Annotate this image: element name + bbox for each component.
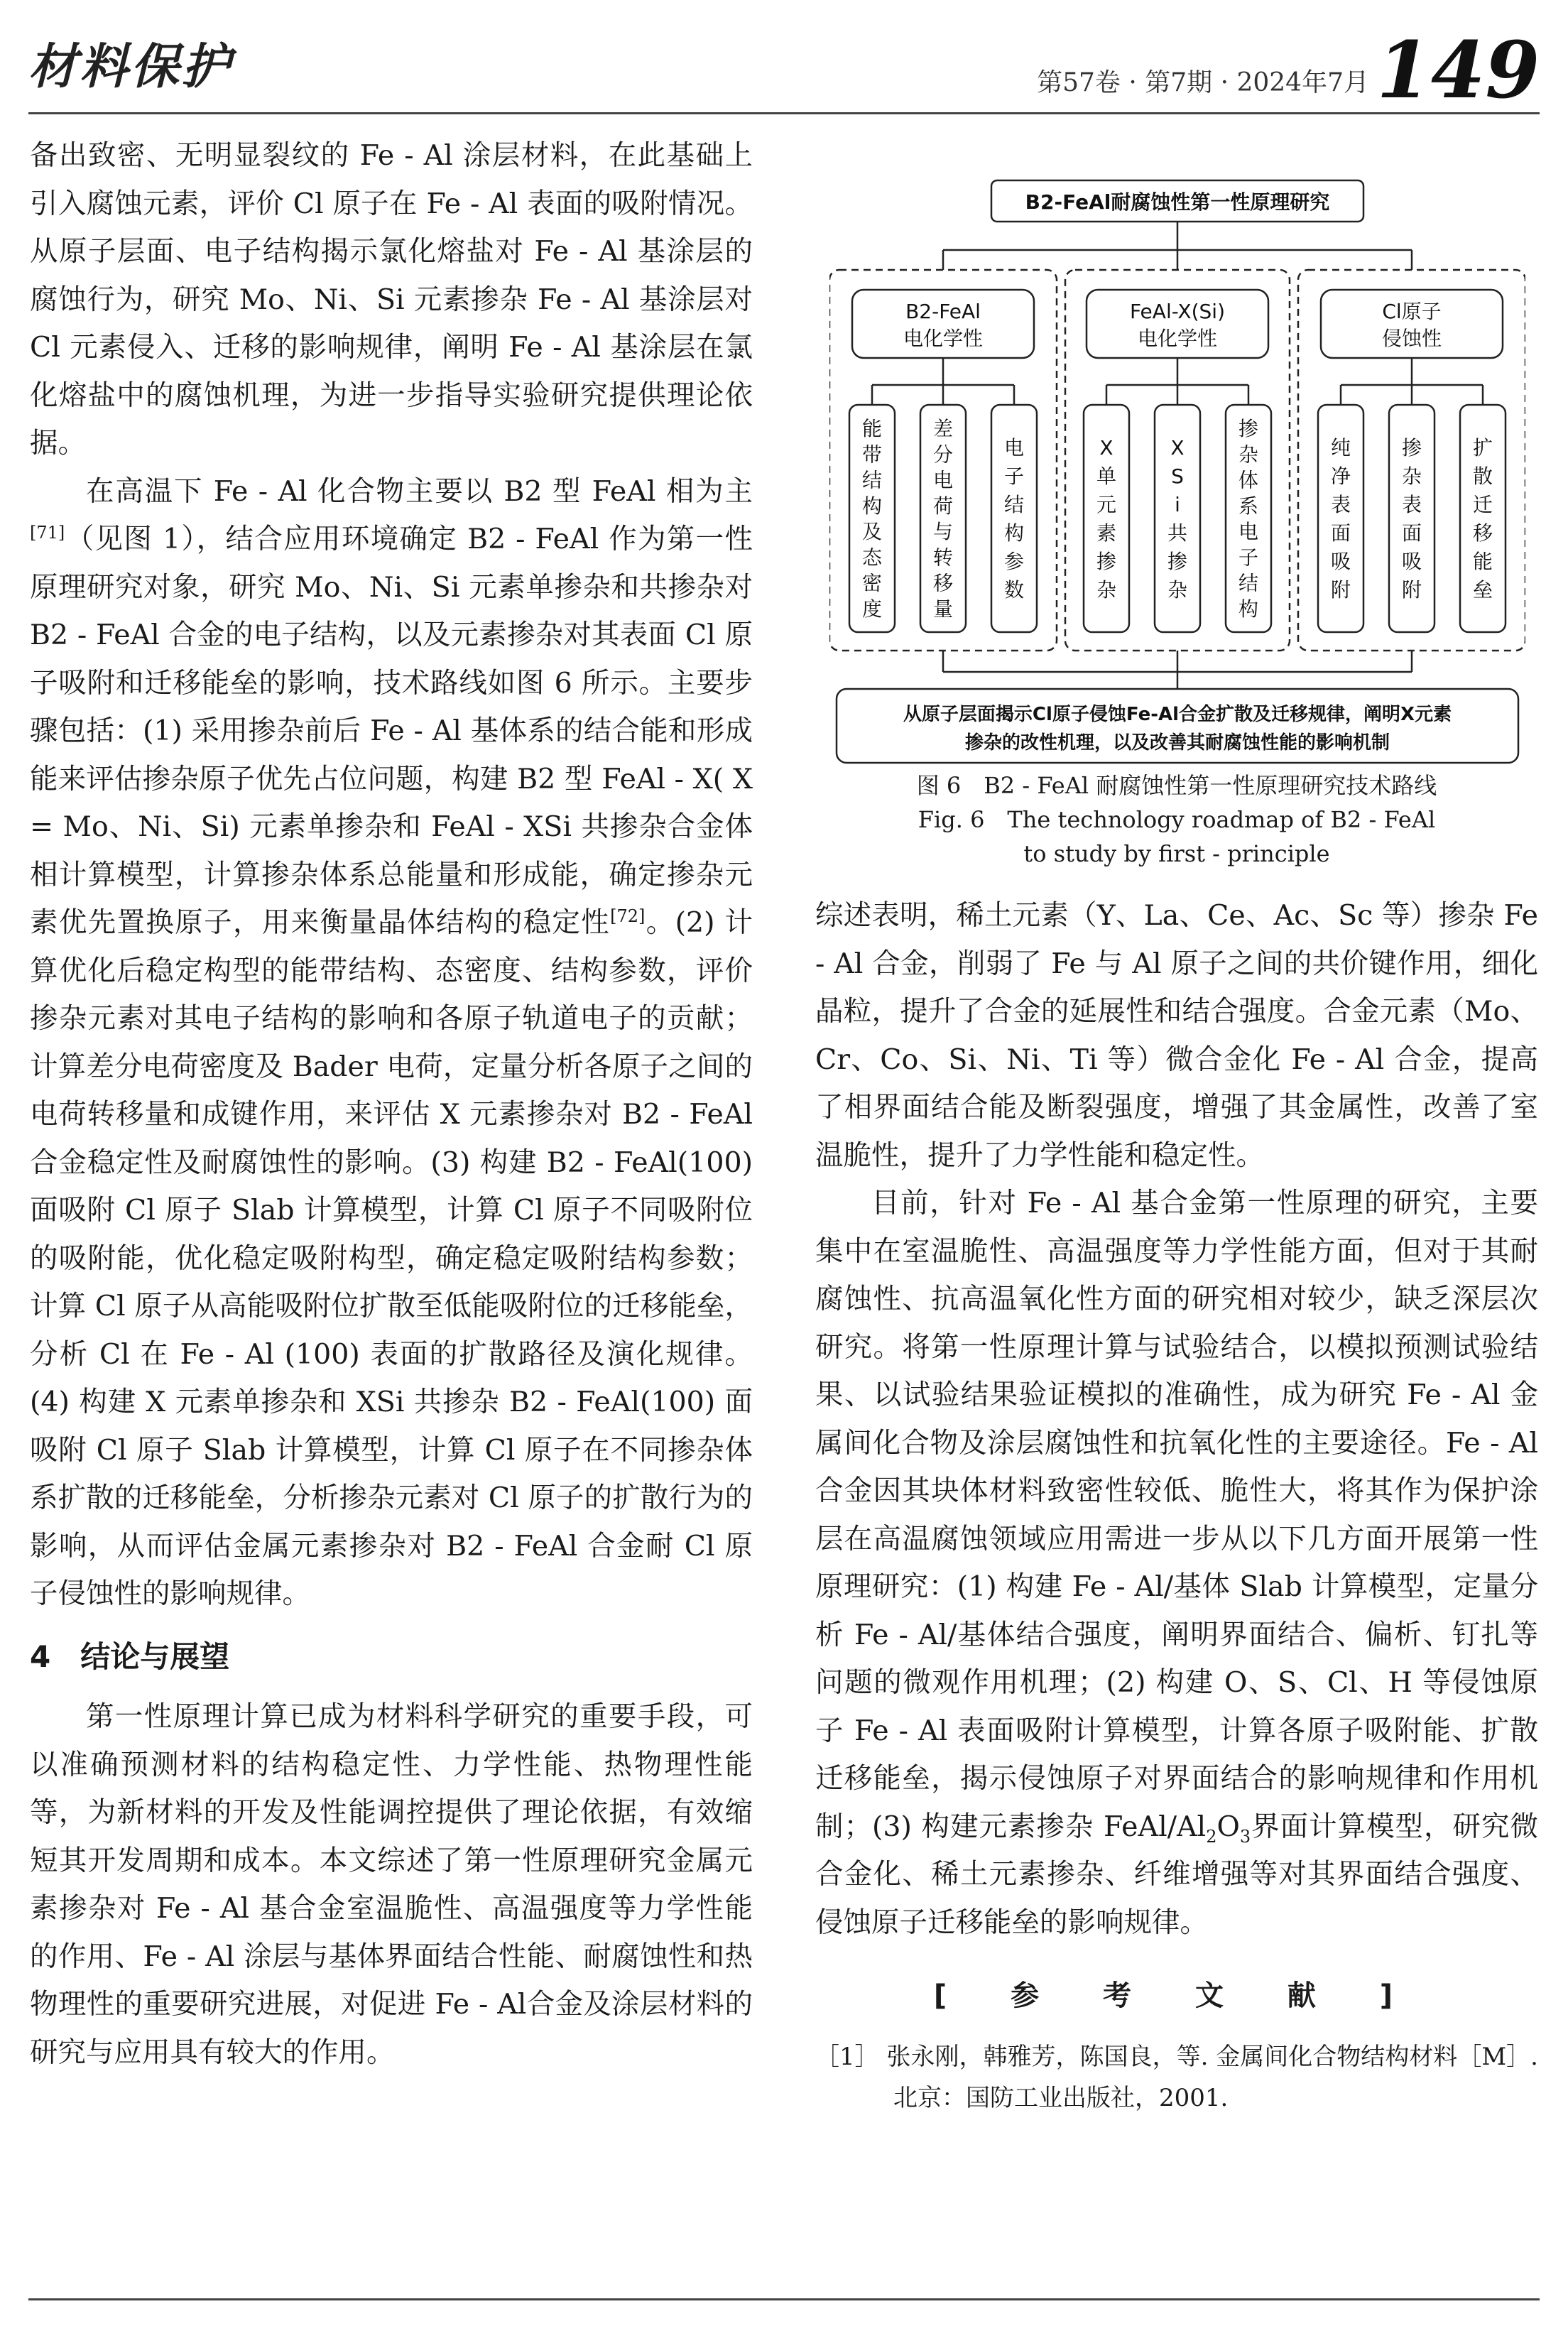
paragraph: 备出致密、无明显裂纹的 Fe - Al 涂层材料，在此基础上引入腐蚀元素，评价 Cl 原子在 Fe - Al 表面的吸附情况。从原子层面、电子结构揭示氯化熔盐对 Fe - Al 基涂层的腐蚀行为，研究 Mo、Ni、Si 元素掺杂 Fe - Al 基涂层对 Cl 元素侵入、迁移的影响规律，阐明 Fe - Al 基涂层在氯化熔盐中的腐蚀机理，为进一步指导实验研究提供理论依据。	[30, 139, 753, 460]
citation: [72]	[610, 906, 646, 926]
group-title-line: FeAl-X(Si)	[1129, 300, 1226, 323]
item-label-char: 体	[1238, 468, 1259, 492]
group-title-line: B2-FeAl	[905, 300, 981, 323]
item-label-char: 净	[1330, 464, 1351, 488]
item-label-char: 及	[861, 520, 883, 544]
item-label-char: 数	[1003, 578, 1025, 602]
item-label-char: 电	[1238, 520, 1259, 544]
reference-text: 张永刚，韩雅芳，陈国良，等. 金属间化合物结构材料［M］. 北京：国防工业出版社，2001.	[886, 2042, 1538, 2112]
reference-item	[815, 2036, 1538, 2119]
right-column	[815, 892, 1538, 2119]
item-label-char: 转	[932, 545, 954, 570]
item-label-char: 附	[1330, 578, 1351, 602]
item-label-char: 吸	[1330, 550, 1351, 573]
item-label-char: 分	[932, 442, 954, 467]
item-label-char: 系	[1238, 494, 1259, 518]
item-label-char: 面	[1330, 521, 1351, 545]
figure-caption	[815, 768, 1538, 871]
section-heading: 4 结论与展望	[30, 1639, 230, 1674]
reference-number: ［1］	[815, 2042, 879, 2071]
item-label-char: 构	[1003, 521, 1025, 545]
item-label-char: 密	[861, 571, 883, 595]
item-label-char: 结	[1003, 493, 1025, 516]
item-label-char: 移	[932, 571, 954, 595]
group-title-line: Cl原子	[1382, 300, 1442, 323]
item-label-char: S	[1171, 464, 1184, 488]
citation: [71]	[30, 522, 65, 543]
caption-en: to study by first - principle	[1023, 840, 1330, 867]
bottom-box-line: 从原子层面揭示Cl原子侵蚀Fe-Al合金扩散及迁移规律，阐明X元素	[903, 704, 1452, 725]
page-header	[28, 24, 1540, 116]
item-label-char: 吸	[1401, 550, 1422, 573]
item-label-char: 电	[932, 468, 954, 492]
item-label-char: 子	[1003, 464, 1025, 488]
item-label-char: 能	[861, 417, 883, 441]
caption-en: Fig. 6 The technology roadmap of B2 - FeAl	[918, 806, 1436, 833]
item-label-char: 移	[1472, 521, 1493, 545]
item-label-char: 杂	[1167, 578, 1188, 602]
item-label-char: X	[1099, 436, 1114, 460]
group-title-line: 侵蚀性	[1381, 327, 1442, 350]
left-column	[30, 132, 753, 2077]
item-label-char: 掺	[1401, 436, 1422, 460]
paragraph: 在高温下 Fe - Al 化合物主要以 B2 型 FeAl 相为主[71]（见图 1），结合应用环境确定 B2 - FeAl 作为第一性原理研究对象，研究 Mo、Ni、Si 元素单掺杂和共掺杂对 B2 - FeAl 合金的电子结构，以及元素掺杂对其表面 Cl 原子吸附和迁移能垒的影响，技术路线如图 6 所示。主要步骤包括：(1) 采用掺杂前后 Fe - Al 基体系的结合能和形成能来评估掺杂原子优先占位问题，构建 B2 型 FeAl - X( X = Mo、Ni、Si) 元素单掺杂和 FeAl - XSi 共掺杂合金体相计算模型，计算掺杂体系总能量和形成能，确定掺杂元素优先置换原子，用来衡量晶体结构的稳定性[72]。(2) 计算优化后稳定构型的能带结构、态密度、结构参数，评价掺杂元素对其电子结构的影响和各原子轨道电子的贡献；计算差分电荷密度及 Bader 电荷，定量分析各原子之间的电荷转移量和成键作用，来评估 X 元素掺杂对 B2 - FeAl 合金稳定性及耐腐蚀性的影响。(3) 构建 B2 - FeAl(100) 面吸附 Cl 原子 Slab 计算模型，计算 Cl 原子不同吸附位的吸附能，优化稳定吸附构型，确定稳定吸附结构参数；计算 Cl 原子从高能吸附位扩散至低能吸附位的迁移能垒，分析 Cl 在 Fe - Al (100) 表面的扩散路径及演化规律。(4) 构建 X 元素单掺杂和 XSi 共掺杂 B2 - FeAl(100) 面吸附 Cl 原子 Slab 计算模型，计算 Cl 原子在不同掺杂体系扩散的迁移能垒，分析掺杂元素对 Cl 原子的扩散行为的影响，从而评估金属元素掺杂对 B2 - FeAl 合金耐 Cl 原子侵蚀性的影响规律。	[30, 474, 753, 1610]
references-heading: [ 参 考 文 献 ]	[933, 1979, 1420, 2012]
item-label-char: 掺	[1096, 550, 1117, 573]
item-label-char: 度	[861, 597, 883, 621]
item-label-char: 与	[932, 520, 954, 544]
group-title-line: 电化学性	[1137, 327, 1218, 350]
group-title-line: 电化学性	[903, 327, 984, 350]
item-label-char: 构	[861, 494, 883, 518]
issue-info: 第57卷 · 第7期 · 2024年7月	[1037, 68, 1369, 97]
paragraph: 目前，针对 Fe - Al 基合金第一性原理的研究，主要集中在室温脆性、高温强度等力学性能方面，但对于其耐腐蚀性、抗高温氧化性方面的研究相对较少，缺乏深层次研究。将第一性原理计算与试验结合，以模拟预测试验结果、以试验结果验证模拟的准确性，成为研究 Fe - Al 金属间化合物及涂层腐蚀性和抗氧化性的主要途径。Fe - Al 合金因其块体材料致密性较低、脆性大，将其作为保护涂层在高温腐蚀领域应用需进一步从以下几方面开展第一性原理研究：(1) 构建 Fe - Al/基体 Slab 计算模型，定量分析 Fe - Al/基体结合强度，阐明界面结合、偏析、钉扎等问题的微观作用机理；(2) 构建 O、S、Cl、H 等侵蚀原子 Fe - Al 表面吸附计算模型，计算各原子吸附能、扩散迁移能垒，揭示侵蚀原子对界面结合的影响规律和作用机制；(3) 构建元素掺杂 FeAl/$Al_2O_3$界面计算模型，研究微合金化、稀土元素掺杂、纤维增强等对其界面结合强度、侵蚀原子迁移能垒的影响规律。	[815, 1187, 1539, 1939]
item-label-char: 垒	[1472, 578, 1493, 602]
item-label-char: 素	[1096, 521, 1117, 545]
item-label-char: 电	[1003, 436, 1025, 460]
item-label-char: 掺	[1238, 417, 1259, 441]
item-label-char: 单	[1096, 464, 1117, 488]
paragraph: 综述表明，稀土元素（Y、La、Ce、Ac、Sc 等）掺杂 Fe - Al 合金，削弱了 Fe 与 Al 原子之间的共价键作用，细化晶粒，提升了合金的延展性和结合强度。合金元素（Mo、Cr、Co、Si、Ni、Ti 等）微合金化 Fe - Al 合金，提高了相界面结合能及断裂强度，增强了其金属性，改善了室温脆性，提升了力学性能和稳定性。	[815, 899, 1538, 1172]
item-label-char: 散	[1472, 464, 1493, 488]
page-number: 149	[1376, 24, 1540, 116]
roadmap-figure	[829, 179, 1525, 768]
top-box-label: B2-FeAl耐腐蚀性第一性原理研究	[1025, 190, 1330, 214]
header-divider	[28, 112, 1540, 114]
item-label-char: i	[1175, 493, 1180, 516]
item-label-char: 面	[1401, 521, 1422, 545]
item-label-char: 扩	[1472, 436, 1493, 460]
item-label-char: 迁	[1472, 493, 1493, 516]
caption-cn: 图 6 B2 - FeAl 耐腐蚀性第一性原理研究技术路线	[916, 772, 1437, 799]
item-label-char: 子	[1238, 545, 1259, 570]
item-label-char: 附	[1401, 578, 1422, 602]
item-label-char: 元	[1096, 493, 1117, 516]
journal-logo: 材料保护	[28, 38, 234, 95]
item-label-char: 能	[1472, 550, 1493, 573]
item-label-char: 杂	[1096, 578, 1117, 602]
bottom-box-line: 掺杂的改性机理，以及改善其耐腐蚀性能的影响机制	[964, 732, 1390, 754]
item-label-char: 表	[1401, 493, 1422, 516]
item-label-char: 表	[1330, 493, 1351, 516]
paragraph: 第一性原理计算已成为材料科学研究的重要手段，可以准确预测材料的结构稳定性、力学性能、热物理性能等，为新材料的开发及性能调控提供了理论依据，有效缩短其开发周期和成本。本文综述了第一性原理研究金属元素掺杂对 Fe - Al 基合金室温脆性、高温强度等力学性能的作用、Fe - Al 涂层与基体界面结合性能、耐腐蚀性和热物理性的重要研究进展，对促进 Fe - Al合金及涂层材料的研究与应用具有较大的作用。	[30, 1700, 753, 2069]
roadmap-diagram	[829, 179, 1525, 768]
item-label-char: 纯	[1330, 436, 1351, 460]
item-label-char: 结	[1238, 571, 1259, 595]
item-label-char: 构	[1238, 597, 1259, 621]
item-label-char: 荷	[932, 494, 954, 518]
item-label-char: X	[1170, 436, 1185, 460]
item-label-char: 杂	[1238, 442, 1259, 467]
item-label-char: 掺	[1167, 550, 1188, 573]
item-label-char: 带	[861, 442, 883, 467]
item-label-char: 参	[1003, 550, 1025, 573]
item-label-char: 结	[861, 468, 883, 492]
item-label-char: 共	[1167, 521, 1188, 545]
footer-divider	[28, 2298, 1540, 2300]
item-label-char: 杂	[1401, 464, 1422, 488]
item-label-char: 态	[861, 545, 883, 570]
item-label-char: 量	[932, 597, 954, 621]
item-label-char: 差	[932, 417, 954, 441]
